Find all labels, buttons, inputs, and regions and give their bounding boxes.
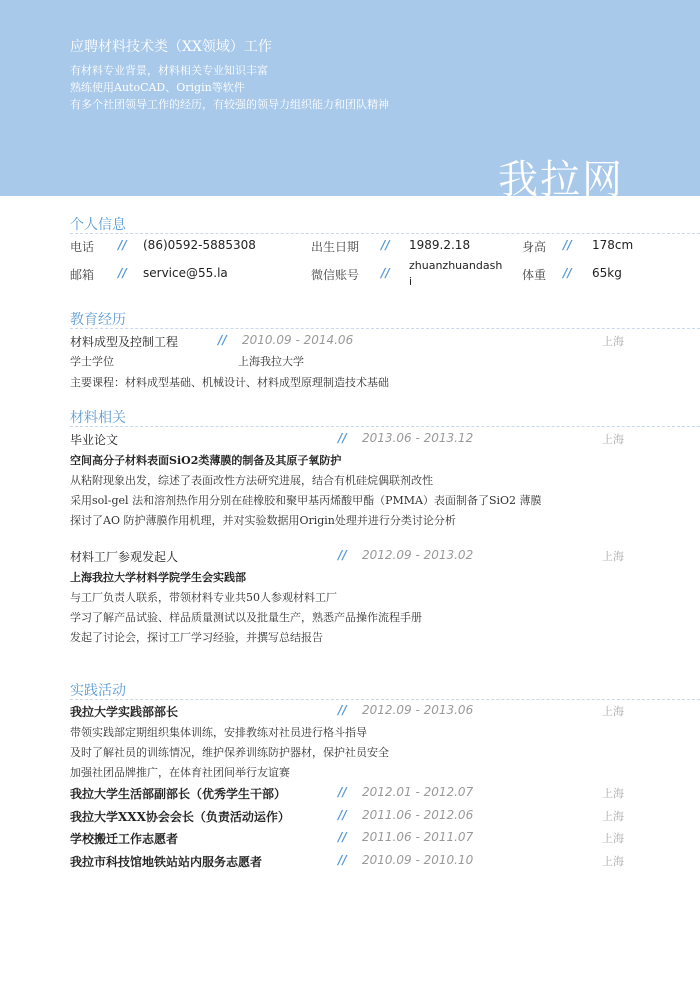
practice-entry — [70, 830, 630, 850]
section-title-practice: 实践活动 — [70, 683, 126, 699]
education-school: 上海我拉大学 — [238, 355, 304, 368]
email-value: service@55.la — [143, 266, 228, 280]
info-row — [70, 238, 670, 258]
entry-line: 带领实践部定期组织集体训练，安排教练对社员进行格斗指导 — [70, 726, 367, 739]
entry-place: 上海 — [602, 855, 624, 868]
separator: // — [381, 238, 390, 252]
entry-name: 我拉大学XXX协会会长（负责活动运作） — [70, 810, 290, 824]
entry-head — [70, 808, 630, 828]
entry-date: 2010.09 - 2010.10 — [362, 853, 474, 867]
separator: // — [118, 238, 127, 252]
section-title-materials: 材料相关 — [70, 410, 126, 426]
weight-value: 65kg — [592, 266, 622, 280]
entry-place: 上海 — [602, 832, 624, 845]
entry-line: 与工厂负责人联系，带领材料专业共50人参观材料工厂 — [70, 591, 337, 604]
entry-name: 我拉大学生活部副部长（优秀学生干部） — [70, 787, 287, 801]
material-entry — [70, 548, 630, 648]
entry-place: 上海 — [602, 433, 624, 446]
education-entry — [70, 333, 630, 353]
material-entry — [70, 431, 630, 531]
separator: // — [563, 266, 572, 280]
section-title-personal: 个人信息 — [70, 217, 126, 233]
job-title: 应聘材料技术类（XX领域）工作 — [70, 39, 272, 55]
entry-name: 毕业论文 — [70, 433, 119, 447]
entry-line: 从粘附现象出发，综述了表面改性方法研究进展，结合有机硅烷偶联剂改性 — [70, 474, 433, 487]
entry-head — [70, 785, 630, 805]
education-place: 上海 — [602, 335, 624, 348]
separator: // — [338, 785, 347, 799]
education-degree: 学士学位 — [70, 355, 114, 368]
entry-line: 学习了解产品试验、样品质量测试以及批量生产，熟悉产品操作流程手册 — [70, 611, 422, 624]
section-divider — [70, 233, 700, 234]
entry-date: 2013.06 - 2013.12 — [362, 431, 474, 445]
entry-line: 加强社团品牌推广，在体育社团间举行友谊赛 — [70, 766, 290, 779]
entry-head — [70, 853, 630, 873]
entry-line: 探讨了AO 防护薄膜作用机理，并对实验数据用Origin处理并进行分类讨论分析 — [70, 514, 456, 527]
entry-name: 学校搬迁工作志愿者 — [70, 832, 179, 846]
separator: // — [563, 238, 572, 252]
wechat-value-line: zhuanzhuandash — [409, 259, 503, 272]
separator: // — [338, 703, 347, 717]
header-banner — [0, 0, 700, 203]
entry-line: 发起了讨论会，探讨工厂学习经验，并撰写总结报告 — [70, 631, 323, 644]
education-date: 2010.09 - 2014.06 — [242, 333, 354, 347]
entry-head — [70, 548, 630, 568]
separator: // — [338, 853, 347, 867]
entry-place: 上海 — [602, 550, 624, 563]
phone-value: (86)0592-5885308 — [143, 238, 256, 252]
entry-head — [70, 333, 630, 353]
practice-entry — [70, 703, 630, 783]
wechat-value — [409, 258, 502, 290]
separator: // — [118, 266, 127, 280]
entry-date: 2012.09 - 2013.02 — [362, 548, 474, 562]
entry-date: 2011.06 - 2012.06 — [362, 808, 474, 822]
entry-date: 2011.06 - 2011.07 — [362, 830, 474, 844]
education-courses: 主要课程：材料成型基础、机械设计、材料成型原理制造技术基础 — [70, 376, 389, 389]
phone-label: 电话 — [70, 240, 95, 254]
entry-place: 上海 — [602, 705, 624, 718]
section-divider — [70, 328, 700, 329]
summary-line: 有材料专业背景，材料相关专业知识丰富 — [70, 64, 268, 77]
entry-place: 上海 — [602, 787, 624, 800]
separator: // — [381, 266, 390, 280]
summary-line: 熟练使用AutoCAD、Origin等软件 — [70, 81, 245, 94]
practice-entry — [70, 853, 630, 873]
entry-date: 2012.09 - 2013.06 — [362, 703, 474, 717]
entry-name: 我拉市科技馆地铁站站内服务志愿者 — [70, 855, 263, 869]
separator: // — [338, 548, 347, 562]
section-title-education: 教育经历 — [70, 312, 126, 328]
wechat-value-line: i — [409, 275, 413, 288]
practice-entry — [70, 808, 630, 828]
entry-head — [70, 431, 630, 451]
height-value: 178cm — [592, 238, 634, 252]
summary-line: 有多个社团领导工作的经历，有较强的领导力组织能力和团队精神 — [70, 98, 389, 111]
separator: // — [338, 431, 347, 445]
entry-subtitle: 空间高分子材料表面SiO2类薄膜的制备及其原子氧防护 — [70, 454, 342, 467]
entry-head — [70, 703, 630, 723]
separator: // — [338, 830, 347, 844]
brand-logo: 我拉网 — [498, 157, 624, 203]
separator: // — [338, 808, 347, 822]
section-divider — [70, 426, 700, 427]
entry-head — [70, 830, 630, 850]
entry-place: 上海 — [602, 810, 624, 823]
birth-label: 出生日期 — [311, 240, 360, 254]
entry-date: 2012.01 - 2012.07 — [362, 785, 474, 799]
entry-line: 采用sol-gel 法和溶剂热作用分别在硅橡胶和聚甲基丙烯酸甲酯（PMMA）表面制备了SiO2 薄膜 — [70, 494, 542, 507]
entry-name: 材料工厂参观发起人 — [70, 550, 179, 564]
separator: // — [218, 333, 227, 347]
weight-label: 体重 — [522, 268, 547, 282]
height-label: 身高 — [522, 240, 547, 254]
wechat-label: 微信账号 — [311, 268, 360, 282]
entry-line: 及时了解社员的训练情况，维护保养训练防护器材，保护社员安全 — [70, 746, 389, 759]
birth-value: 1989.2.18 — [409, 238, 471, 252]
section-divider — [70, 699, 700, 700]
practice-entry — [70, 785, 630, 805]
summary-block — [70, 62, 389, 113]
entry-name: 我拉大学实践部部长 — [70, 705, 179, 719]
email-label: 邮箱 — [70, 268, 95, 282]
education-major: 材料成型及控制工程 — [70, 335, 179, 349]
entry-subtitle: 上海我拉大学材料学院学生会实践部 — [70, 571, 246, 584]
info-row — [70, 259, 670, 288]
